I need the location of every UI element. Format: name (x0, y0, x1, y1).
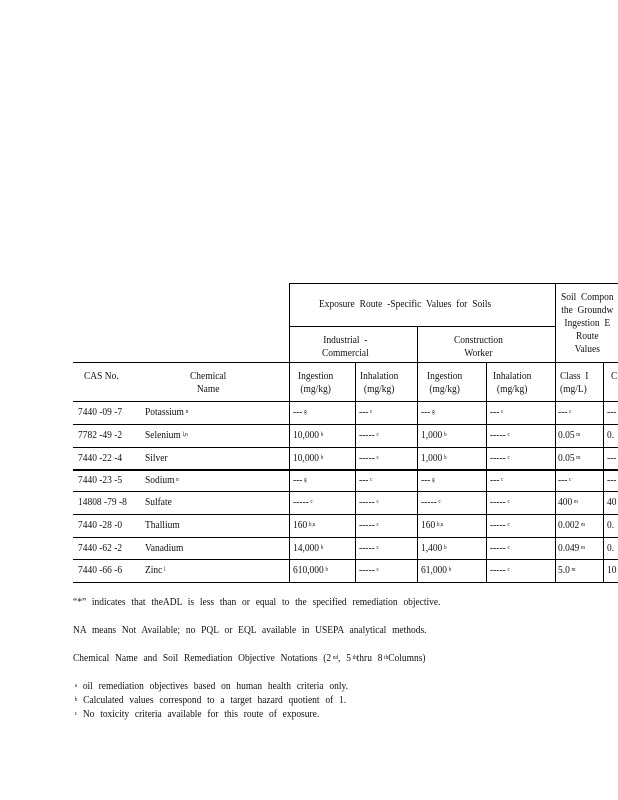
construction-inhalation-cell: ----- $^c$ (490, 429, 510, 441)
footnote-marker: l (164, 567, 166, 573)
footnote-c: $^c$ No toxicity criteria available for this route of exposure. (74, 708, 320, 720)
footnote-marker: b (320, 432, 324, 438)
chemical-name-cell: Vanadium (145, 542, 184, 554)
class-ii-header: C (611, 370, 618, 382)
chemical-name-cell: Potassium $^n$ (145, 406, 189, 418)
soil-component-header: Soil Compon the Groundw Ingestion E Route Values (561, 291, 614, 355)
chemical-name-header: Chemical Name (190, 370, 227, 395)
chemical-name-cell: Sulfate (145, 496, 172, 508)
industrial-ingestion-cell: 14,000 $^b$ (293, 542, 324, 554)
construction-worker-header: Construction Worker (454, 334, 503, 359)
cas-number-cell: 7440 -62 -2 (78, 542, 123, 554)
exposure-route-title: Exposure Route -Specific Values for Soils (319, 298, 492, 310)
footnote-marker: g (432, 409, 435, 415)
construction-inhalation-cell: ----- $^c$ (490, 564, 510, 576)
industrial-ingestion-cell: 10,000 $^b$ (293, 429, 324, 441)
construction-ingestion-cell: 61,000 $^b$ (421, 564, 452, 576)
footnote-marker: n (176, 477, 179, 483)
footnote-marker: c (376, 455, 379, 461)
class-i-cell: 0.05 $^m$ (558, 429, 581, 441)
footnote-marker: g (432, 477, 435, 483)
footnote-marker: c (507, 545, 510, 551)
footnote-marker: b (444, 545, 447, 551)
class-ii-cell: --- (607, 474, 617, 486)
class-ii-cell: 40 (607, 496, 617, 508)
construction-ingestion-cell: --- $^g$ (421, 406, 435, 418)
industrial-inhalation-header: Inhalation (mg/kg) (360, 370, 399, 395)
footnote-marker: b (444, 455, 447, 461)
industrial-inhalation-cell: ----- $^c$ (359, 496, 379, 508)
note-adl: “*” indicates that theADL is less than or equal to the specified remediation objective. (73, 596, 441, 608)
footnote-marker: c (376, 545, 379, 551)
note-notations: Chemical Name and Soil Remediation Objective Notations (2 $^{nd}$, 5 $^{th}$thru 8 $^{th}$Columns) (73, 652, 426, 664)
footnote-marker: c (507, 499, 510, 505)
footnote-marker: c (370, 477, 373, 483)
footnote-marker: m (571, 567, 576, 573)
construction-ingestion-cell: --- $^g$ (421, 474, 435, 486)
footnote-marker: b (448, 567, 452, 573)
chemical-name-cell: Zinc $^l$ (145, 564, 166, 576)
cas-number-cell: 7440 -22 -4 (78, 452, 123, 464)
chemical-name-cell: Thallium (145, 519, 180, 531)
industrial-ingestion-header: Ingestion (mg/kg) (298, 370, 334, 395)
footnote-marker: c (507, 432, 510, 438)
chemical-name-cell: Silver (145, 452, 168, 464)
class-i-cell: 400 $^m$ (558, 496, 578, 508)
construction-ingestion-cell: ----- $^c$ (421, 496, 441, 508)
construction-inhalation-cell: ----- $^c$ (490, 542, 510, 554)
footnote-marker: c (376, 522, 379, 528)
class-i-cell: 0.002 $^m$ (558, 519, 586, 531)
footnote-marker: b (444, 432, 447, 438)
industrial-ingestion-cell: ----- $^c$ (293, 496, 313, 508)
construction-inhalation-cell: --- $^c$ (490, 406, 504, 418)
footnote-marker: m (573, 499, 578, 505)
construction-inhalation-cell: --- $^c$ (490, 474, 504, 486)
footnote-b: $^b$ Calculated values correspond to a target hazard quotient of 1. (74, 694, 347, 706)
cas-no-header: CAS No. (84, 370, 119, 382)
construction-ingestion-cell: 1,000 $^b$ (421, 429, 447, 441)
footnote-marker: c (507, 455, 510, 461)
footnote-marker: b,u (436, 522, 444, 528)
class-ii-cell: 10 (607, 564, 617, 576)
footnote-marker: c (310, 499, 313, 505)
industrial-inhalation-cell: ----- $^c$ (359, 519, 379, 531)
construction-inhalation-cell: ----- $^c$ (490, 496, 510, 508)
class-ii-cell: 0. (607, 542, 615, 554)
industrial-inhalation-cell: ----- $^c$ (359, 564, 379, 576)
footnote-marker: b (320, 545, 324, 551)
footnote-marker: m (581, 522, 586, 528)
footnote-marker: m (576, 455, 581, 461)
chemical-name-cell: Selenium $^{l,n}$ (145, 429, 188, 441)
footnote-marker: c (507, 567, 510, 573)
industrial-ingestion-cell: 610,000 $^b$ (293, 564, 329, 576)
construction-ingestion-cell: 160 $^{b,u}$ (421, 519, 444, 531)
cas-number-cell: 7440 -66 -6 (78, 564, 123, 576)
footnote-marker: l,n (182, 432, 188, 438)
footnote-marker: c (507, 522, 510, 528)
class-ii-cell: 0. (607, 519, 615, 531)
construction-inhalation-header: Inhalation (mg/kg) (493, 370, 532, 395)
class-i-cell: --- $^c$ (558, 474, 572, 486)
construction-ingestion-header: Ingestion (mg/kg) (427, 370, 463, 395)
industrial-ingestion-cell: --- $^g$ (293, 406, 307, 418)
footnote-marker: c (370, 409, 373, 415)
industrial-inhalation-cell: --- $^c$ (359, 474, 373, 486)
construction-ingestion-cell: 1,000 $^b$ (421, 452, 447, 464)
footnote-marker: n (185, 409, 189, 415)
class-ii-cell: --- (607, 406, 617, 418)
industrial-inhalation-cell: ----- $^c$ (359, 452, 379, 464)
industrial-ingestion-cell: 160 $^{b,u}$ (293, 519, 316, 531)
footnote-marker: b (320, 455, 324, 461)
footnote-marker: c (376, 499, 379, 505)
note-na: NA means Not Available; no PQL or EQL available in USEPA analytical methods. (73, 624, 427, 636)
class-i-cell: 5.0 $^m$ (558, 564, 576, 576)
construction-ingestion-cell: 1,400 $^b$ (421, 542, 447, 554)
footnote-marker: g (304, 409, 307, 415)
footnote-marker: b (325, 567, 329, 573)
cas-number-cell: 7440 -09 -7 (78, 406, 123, 418)
class-i-cell: 0.05 $^m$ (558, 452, 581, 464)
chemical-name-cell: Sodium $^n$ (145, 474, 179, 486)
industrial-ingestion-cell: 10,000 $^b$ (293, 452, 324, 464)
construction-inhalation-cell: ----- $^c$ (490, 452, 510, 464)
class-i-cell: 0.049 $^m$ (558, 542, 586, 554)
cas-number-cell: 14808 -79 -8 (78, 496, 127, 508)
industrial-inhalation-cell: ----- $^c$ (359, 429, 379, 441)
industrial-inhalation-cell: ----- $^c$ (359, 542, 379, 554)
footnote-marker: g (304, 477, 307, 483)
footnote-marker: c (376, 432, 379, 438)
cas-number-cell: 7440 -23 -5 (78, 474, 123, 486)
industrial-commercial-header: Industrial - Commercial (322, 334, 369, 359)
footnote-marker: c (501, 409, 504, 415)
footnote-marker: c (501, 477, 504, 483)
footnote-marker: c (569, 477, 572, 483)
footnote-marker: c (438, 499, 441, 505)
footnote-marker: c (569, 409, 572, 415)
class-i-cell: --- $^c$ (558, 406, 572, 418)
class-ii-cell: 0. (607, 429, 615, 441)
cas-number-cell: 7782 -49 -2 (78, 429, 123, 441)
class-ii-cell: --- (607, 452, 617, 464)
footnote-marker: m (576, 432, 581, 438)
industrial-inhalation-cell: --- $^c$ (359, 406, 373, 418)
industrial-ingestion-cell: --- $^g$ (293, 474, 307, 486)
class-i-header: Class I (mg/L) (560, 370, 589, 395)
footnote-marker: m (581, 545, 586, 551)
footnote-marker: c (376, 567, 379, 573)
construction-inhalation-cell: ----- $^c$ (490, 519, 510, 531)
cas-number-cell: 7440 -28 -0 (78, 519, 123, 531)
footnote-a: $^a$ oil remediation objectives based on human health criteria only. (74, 680, 348, 692)
footnote-marker: b,u (308, 522, 316, 528)
